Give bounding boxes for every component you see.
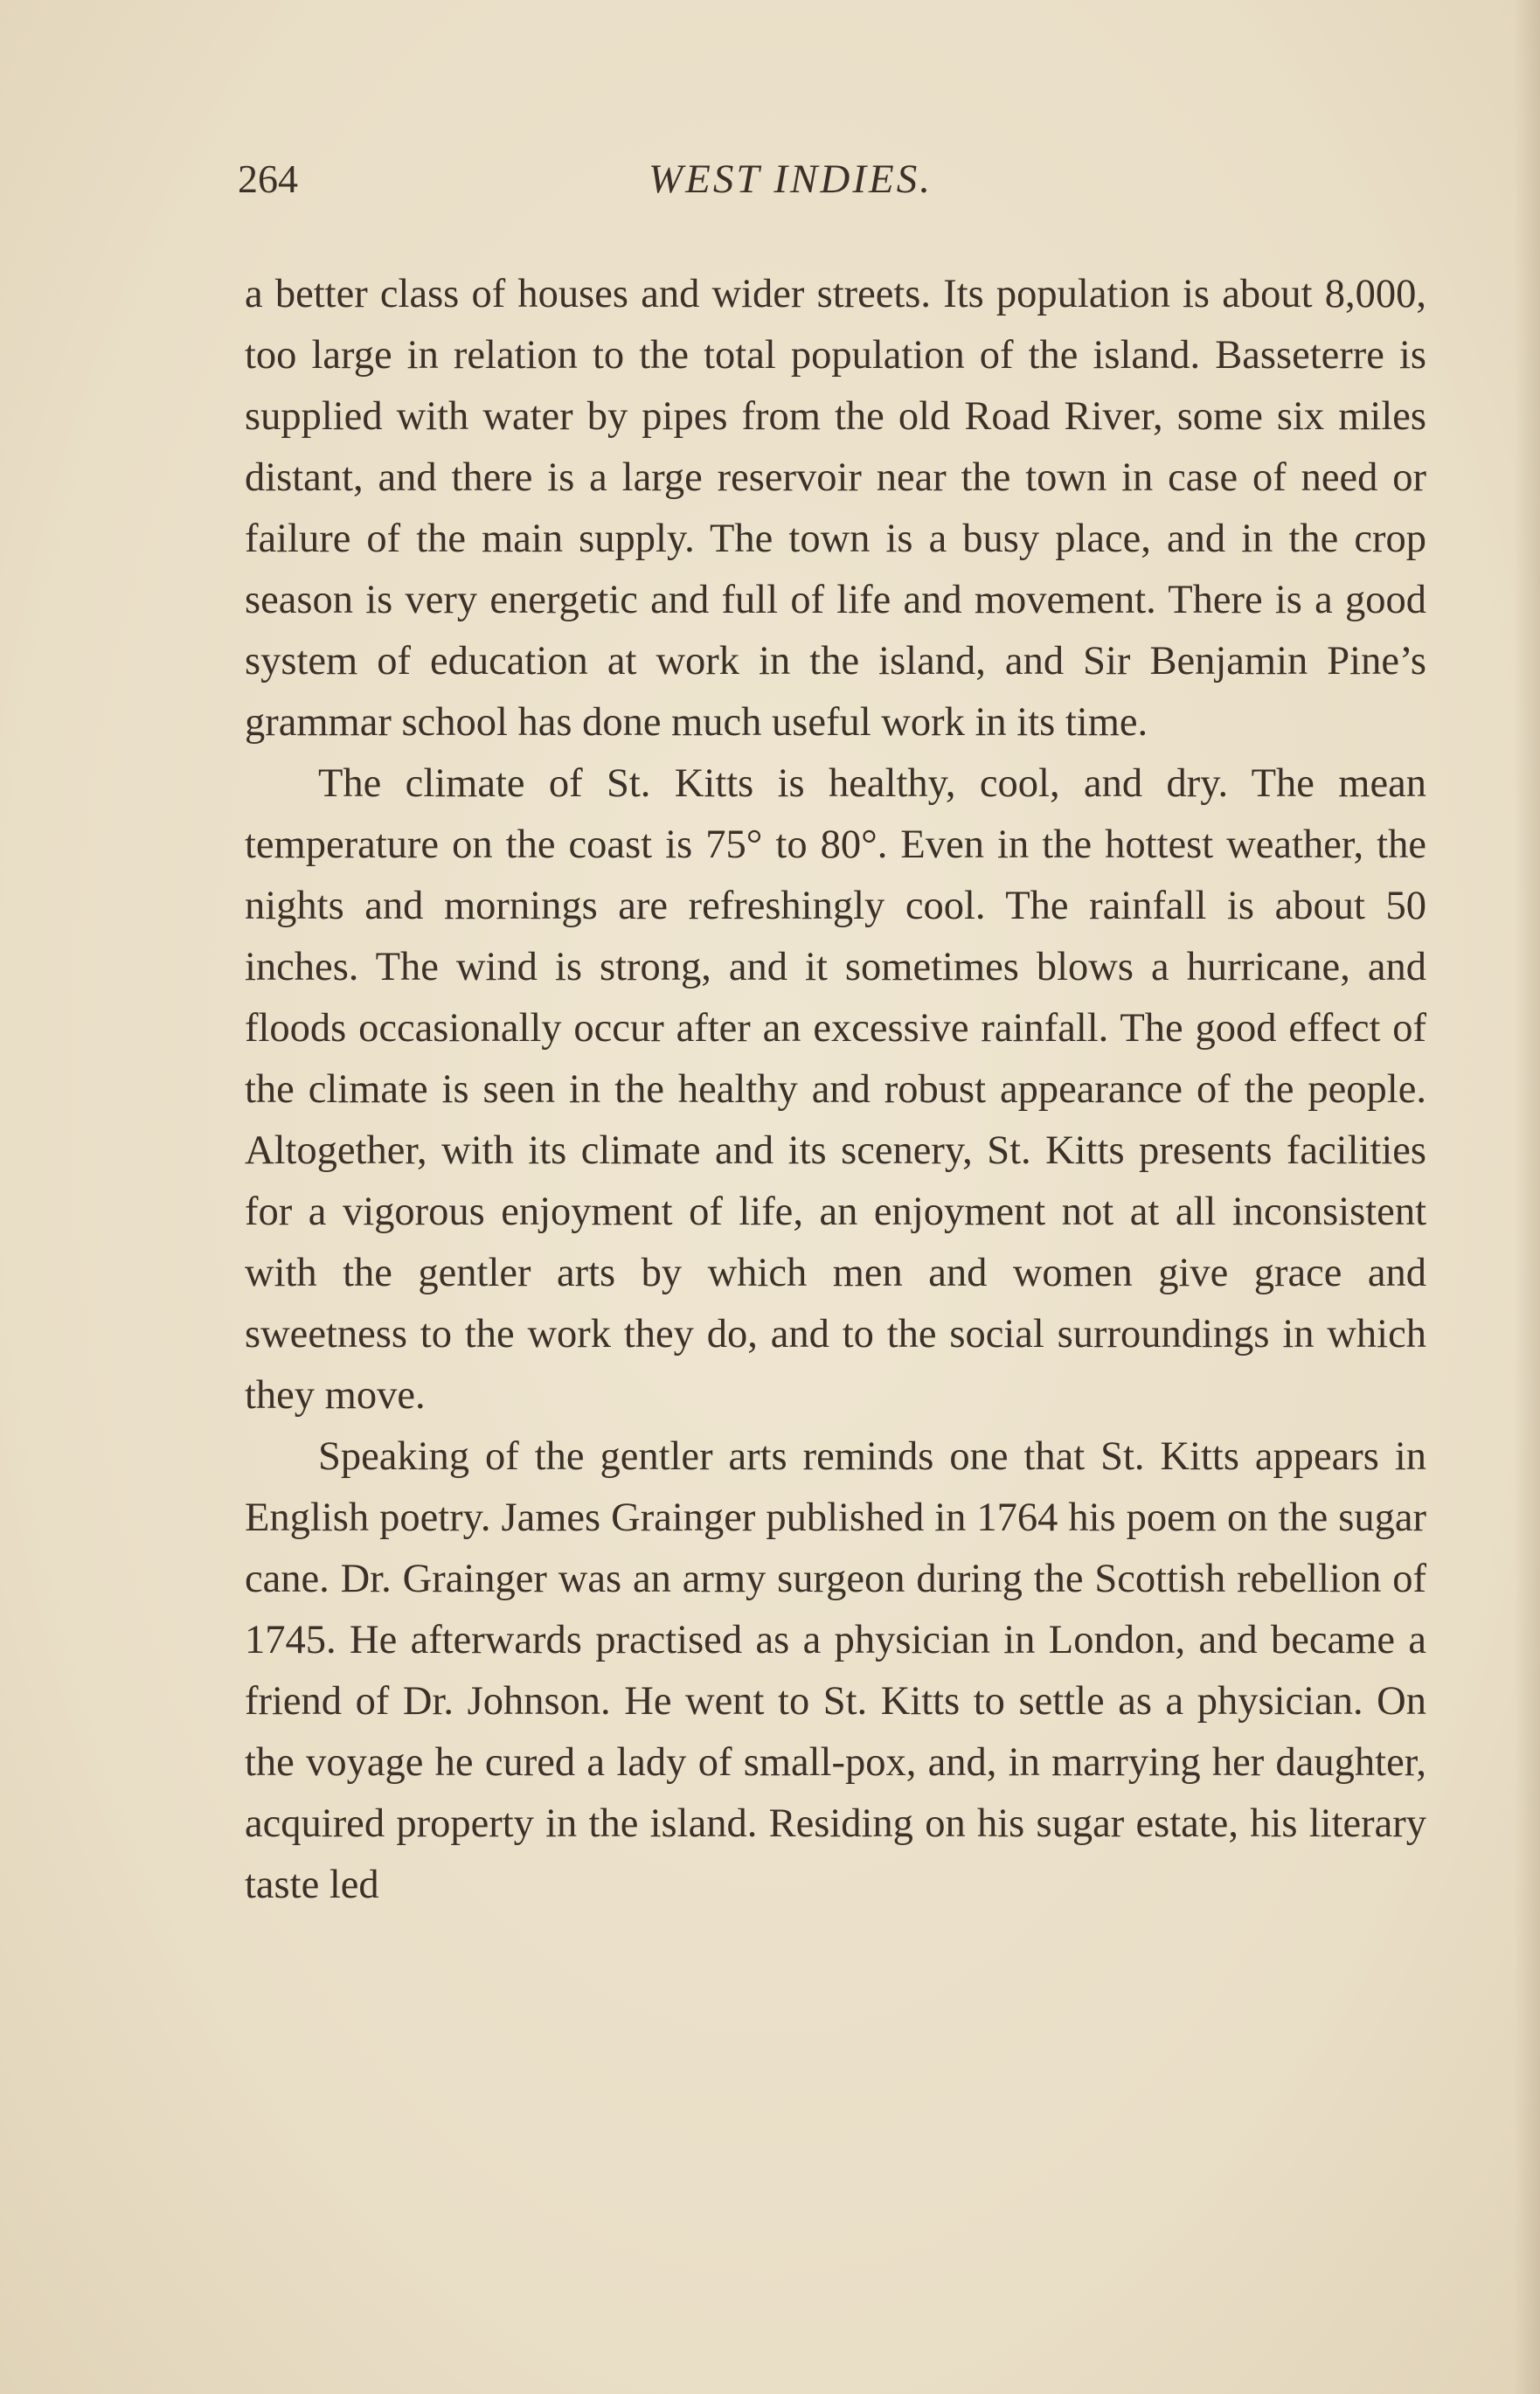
paragraph-climate: The climate of St. Kitts is healthy, cool, and dry. The mean temperature on the coast is 75° to 80°. Even in the hottest weather, the nights and mornings are refreshingly cool. The rainfall is about 50 inches. The wind is strong, and it sometimes blows a hurricane, and floods occasionally occur after an excessive rainfall. The good effect of the climate is seen in the healthy and robust appearance of the people. Altogether, with its climate and its scenery, St. Kitts presents facilities for a vigorous enjoyment of life, an enjoyment not at all inconsistent with the gentler arts by which men and women give grace and sweetness to the work they do, and to the social surroundings in which they move. (245, 761, 1426, 1418)
running-head (238, 156, 1444, 217)
running-title: WEST INDIES. (649, 156, 933, 202)
page-edge-shadow (1514, 0, 1540, 2394)
page-number: 264 (238, 156, 298, 201)
paragraph-continuation: a better class of houses and wider streets. Its population is about 8,000, too large in relation to the total population of the island. Basseterre is supplied with water by pipes from the old Road River, some six miles distant, and there is a large reservoir near the town in case of need or failure of the main supply. The town is a busy place, and in the crop season is very energetic and full of life and movement. There is a good system of education at work in the island, and Sir Benjamin Pine’s grammar school has done much useful work in its time. (245, 272, 1426, 745)
paragraph-grainger: Speaking of the gentler arts reminds one that St. Kitts appears in English poetry. James Grainger published in 1764 his poem on the sugar cane. Dr. Grainger was an army surgeon during the Scottish rebellion of 1745. He afterwards practised as a physician in London, and became a friend of Dr. Johnson. He went to St. Kitts to settle as a physician. On the voyage he cured a lady of small-pox, and, in marrying her daughter, acquired property in the island. Residing on his sugar estate, his literary taste led (245, 1434, 1426, 1907)
body-text (245, 264, 1426, 1916)
